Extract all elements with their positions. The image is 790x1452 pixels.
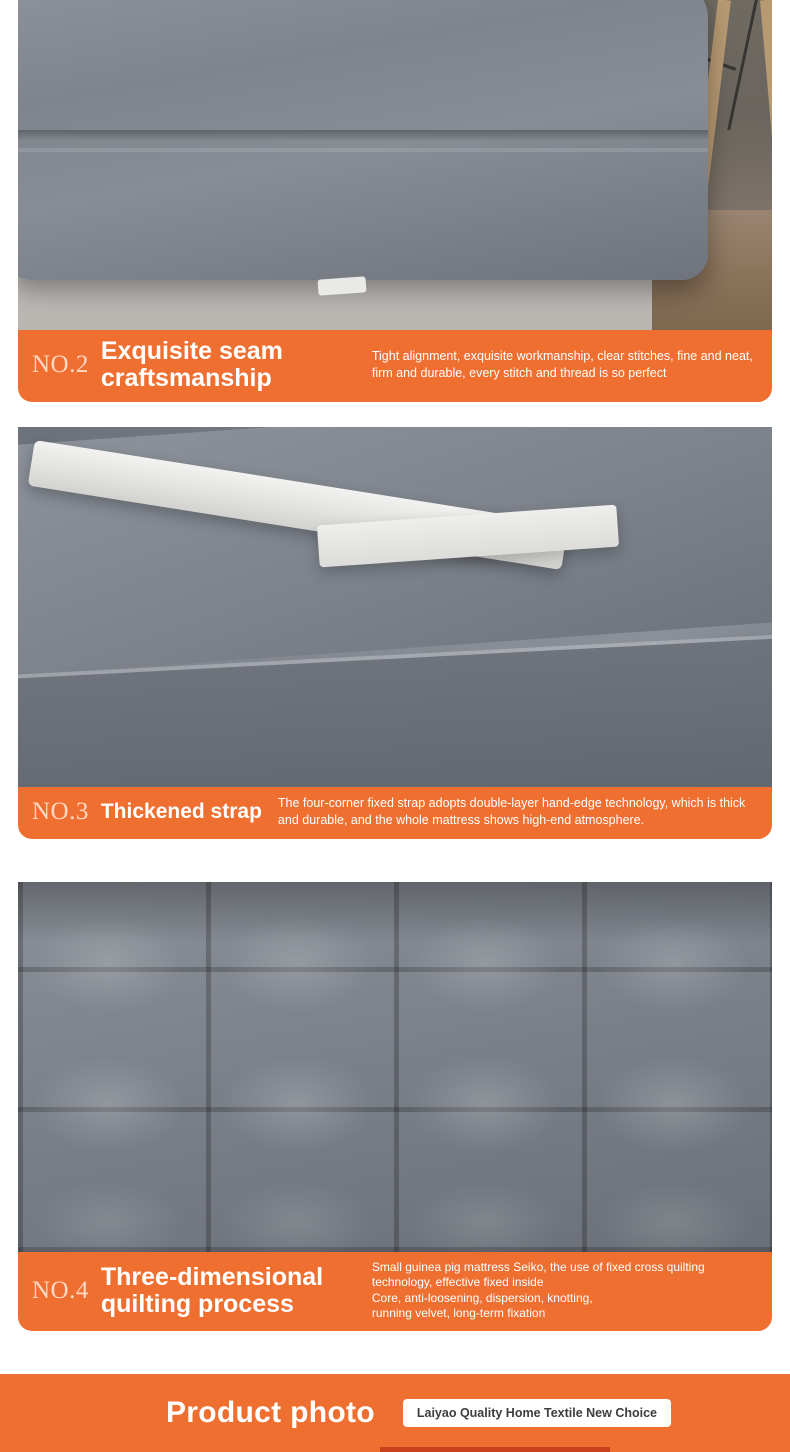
caption-bar-no2 [18, 330, 772, 402]
chair-leg [760, 0, 772, 210]
caption-title: Thickened strap [100, 799, 262, 823]
caption-number: NO.2 [32, 351, 89, 378]
photo-top-shadow [18, 882, 772, 942]
caption-title: Exquisite seam craftsmanship [100, 337, 283, 392]
feature-block-no3 [18, 427, 772, 839]
feature-photo-no3 [18, 427, 772, 787]
caption-description: The four-corner fixed strap adopts double-layer hand-edge technology, which is thick and durable, and the whole mattress shows high-end atmosphere. [277, 796, 746, 827]
fabric-tag [318, 276, 367, 295]
caption-bar-no4 [18, 1252, 772, 1331]
caption-title: Three-dimensional quilting process [100, 1262, 324, 1318]
caption-number: NO.4 [32, 1276, 89, 1304]
caption-description: Tight alignment, exquisite workmanship, clear stitches, fine and neat, firm and durable, every stitch and thread is so perfect [371, 349, 753, 380]
feature-photo-no2 [18, 0, 772, 330]
caption-description [372, 1260, 758, 1321]
feature-photo-no4 [18, 882, 772, 1252]
caption-description-line: Core, anti-loosening, dispersion, knotting, [371, 1290, 593, 1305]
product-photo-banner [0, 1374, 790, 1452]
seam-highlight [18, 148, 708, 152]
caption-description-line: running velvet, long-term fixation [371, 1306, 546, 1321]
banner-title: Product photo [166, 1396, 375, 1429]
brand-slogan-pill: Laiyao Quality Home Textile New Choice [403, 1399, 671, 1427]
mattress-topper [18, 0, 708, 280]
feature-block-no2 [18, 0, 772, 402]
caption-description-line: Small guinea pig mattress Seiko, the use of fixed cross quilting technology, effective fixed inside [371, 1260, 705, 1290]
caption-number: NO.3 [32, 797, 89, 825]
caption-bar-no3 [18, 787, 772, 839]
seam-line [18, 130, 708, 140]
banner-underline [380, 1447, 610, 1452]
feature-block-no4 [18, 882, 772, 1331]
